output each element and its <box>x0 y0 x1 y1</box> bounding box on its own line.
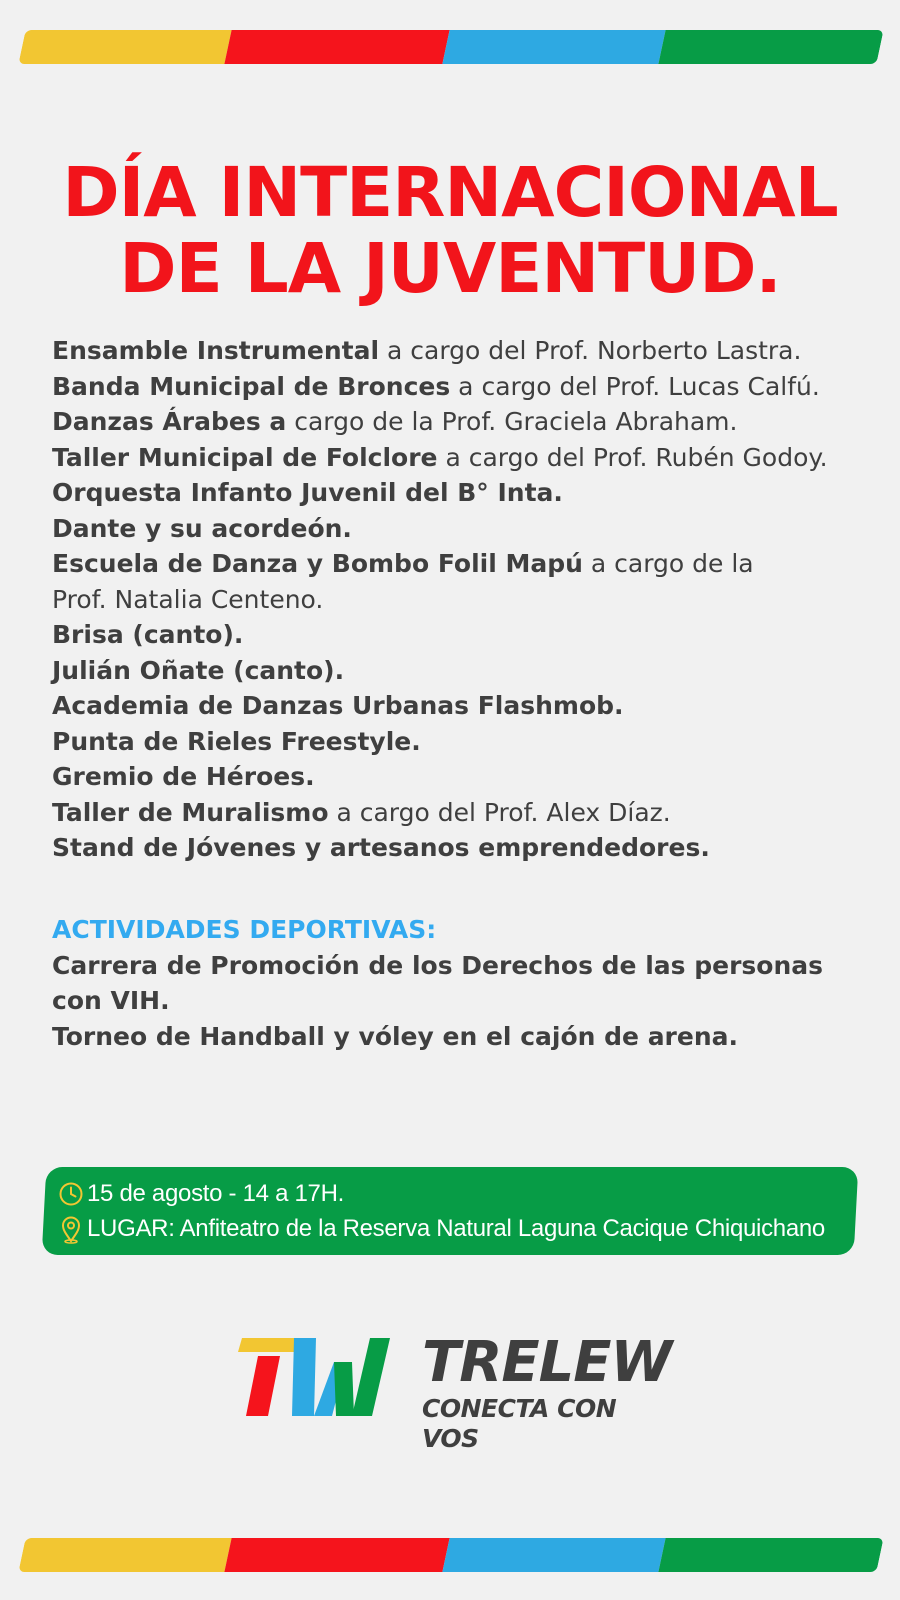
location-pin-icon <box>58 1214 84 1244</box>
title-line-2: DE LA JUVENTUD. <box>119 229 781 309</box>
stripe-red <box>224 30 449 64</box>
event-place: LUGAR: Anfiteatro de la Reserva Natural Laguna Cacique Chiquichano <box>87 1215 825 1242</box>
list-item <box>52 830 892 866</box>
item-name: Gremio de Héroes. <box>52 762 315 791</box>
item-name: Punta de Rieles Freestyle. <box>52 726 421 756</box>
stripe-blue <box>442 30 665 64</box>
item-detail: a cargo del Prof. Rubén Godoy. <box>437 442 828 472</box>
title-line-1: DÍA INTERNACIONAL <box>62 153 838 233</box>
item-name: Escuela de Danza y Bombo Folil Mapú <box>52 549 583 578</box>
list-item <box>52 759 892 795</box>
list-item <box>52 511 892 547</box>
list-item <box>52 475 892 511</box>
brand-text <box>422 1332 671 1454</box>
stripe-yellow <box>18 1538 231 1572</box>
item-name: Orquesta Infanto Juvenil del B° Inta. <box>52 478 563 507</box>
stripe-green <box>658 1538 883 1572</box>
brand-name: TRELEW <box>422 1330 672 1395</box>
item-name: Dante y su acordeón. <box>52 513 352 543</box>
list-item <box>52 724 892 760</box>
list-item: Torneo de Handball y vóley en el cajón de arena. <box>52 1021 739 1051</box>
item-detail: a cargo del Prof. Norberto Lastra. <box>379 336 802 365</box>
item-name: Taller de Muralismo <box>52 797 329 827</box>
item-name: Banda Municipal de Bronces <box>52 371 451 401</box>
list-item <box>52 404 892 440</box>
item-detail: cargo de la Prof. Graciela Abraham. <box>286 407 738 436</box>
lineup-list <box>52 333 892 866</box>
list-item <box>52 653 892 689</box>
page-title <box>0 155 900 307</box>
item-name: Brisa (canto). <box>52 620 244 649</box>
list-item-continuation: con VIH. <box>52 986 170 1015</box>
item-name: Academia de Danzas Urbanas Flashmob. <box>52 691 624 720</box>
sports-section <box>52 912 872 1054</box>
list-item <box>52 333 892 369</box>
tw-logo-mark <box>236 1338 396 1418</box>
item-detail: a cargo del Prof. Alex Díaz. <box>328 797 671 827</box>
list-item <box>52 440 892 476</box>
stripe-green <box>658 30 883 64</box>
bottom-color-stripe <box>18 1538 883 1572</box>
trelew-logo <box>236 1330 672 1453</box>
item-name: Julián Oñate (canto). <box>52 655 345 685</box>
clock-icon <box>58 1181 84 1207</box>
item-detail: a cargo de la <box>582 549 754 578</box>
list-item <box>52 795 892 831</box>
stripe-yellow <box>18 30 231 64</box>
date-line <box>58 1176 858 1211</box>
stripe-red <box>224 1538 449 1572</box>
list-item <box>52 369 892 405</box>
sports-heading: ACTIVIDADES DEPORTIVAS: <box>52 915 437 944</box>
item-detail: a cargo del Prof. Lucas Calfú. <box>450 371 820 401</box>
place-line <box>58 1211 858 1246</box>
item-name: Ensamble Instrumental <box>52 336 380 365</box>
item-name: Stand de Jóvenes y artesanos emprendedores. <box>52 833 710 862</box>
list-item-continuation <box>52 582 892 618</box>
item-name: Taller Municipal de Folclore <box>52 442 438 472</box>
list-item <box>52 546 892 582</box>
event-date: 15 de agosto - 14 a 17H. <box>87 1180 344 1207</box>
list-item: Carrera de Promoción de los Derechos de las personas <box>52 950 824 980</box>
item-detail: Prof. Natalia Centeno. <box>52 584 324 614</box>
item-name: Danzas Árabes a <box>52 407 287 436</box>
list-item <box>52 688 892 724</box>
event-info <box>58 1176 858 1246</box>
top-color-stripe <box>18 30 883 64</box>
stripe-blue <box>442 1538 665 1572</box>
brand-tagline: CONECTA CON VOS <box>422 1394 617 1453</box>
list-item <box>52 617 892 653</box>
